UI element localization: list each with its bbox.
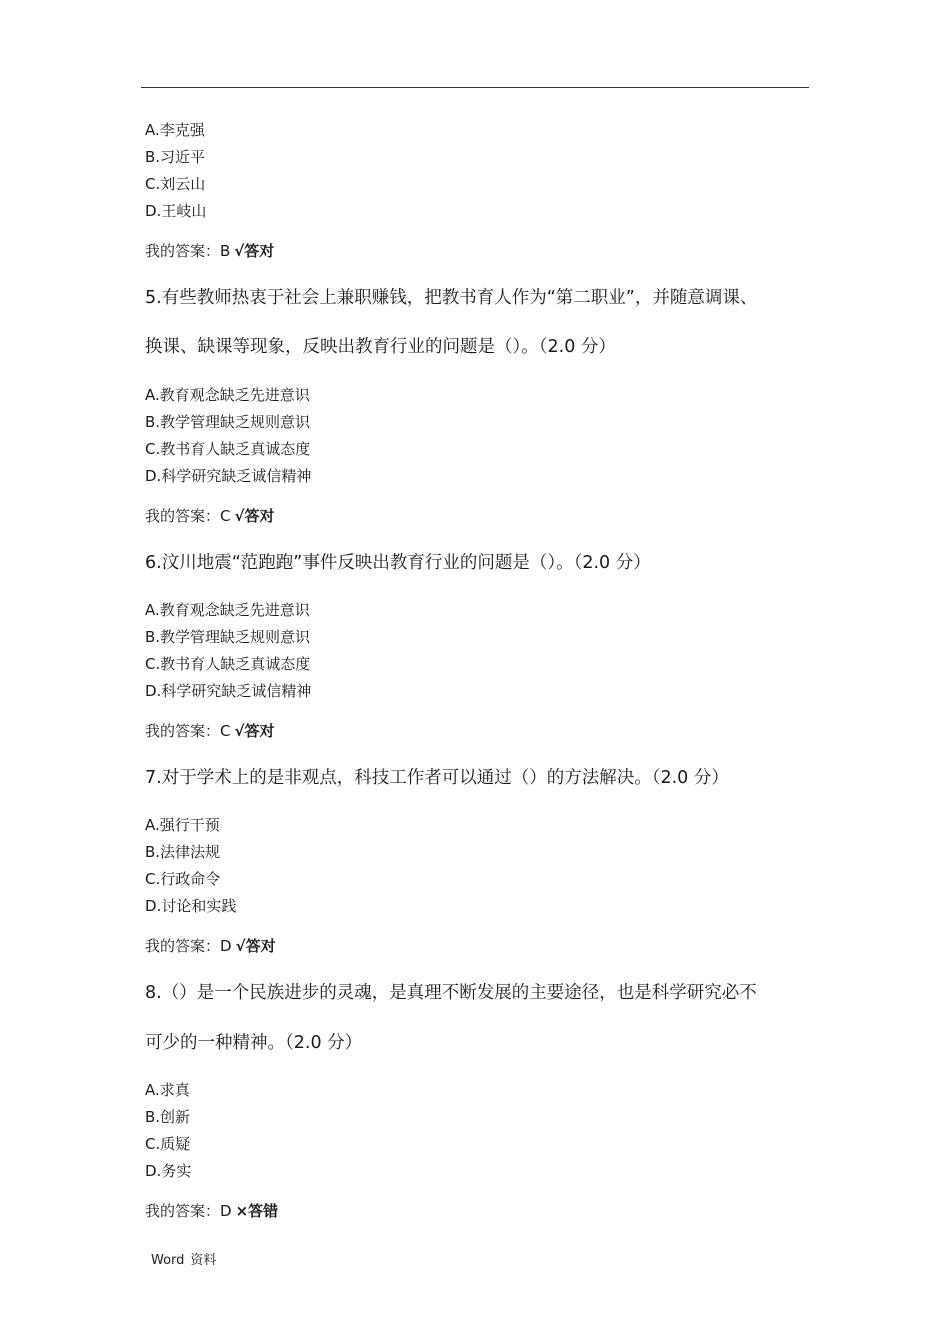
q6-answer: [145, 721, 275, 741]
q6-option-d: D.科学研究缺乏诚信精神: [145, 682, 312, 700]
q8-option-b: B.创新: [145, 1108, 191, 1126]
q6-result: √答对: [234, 722, 275, 740]
q5-option-b: B.教学管理缺乏规则意识: [145, 413, 311, 431]
q6-option-a: A.教育观念缺乏先进意识: [145, 601, 310, 619]
q4-result: √答对: [234, 242, 275, 260]
q8-question-line1: 8.（）是一个民族进步的灵魂，是真理不断发展的主要途径，也是科学研究必不: [145, 983, 757, 1003]
q5-option-a: A.教育观念缺乏先进意识: [145, 386, 310, 404]
q8-answer: [145, 1201, 278, 1221]
q8-option-c: C.质疑: [145, 1135, 191, 1153]
q8-result: ×答错: [235, 1202, 279, 1220]
q4-option-b: B.习近平: [145, 148, 206, 166]
q7-answer-text: 我的答案：D: [145, 937, 232, 955]
q5-answer: [145, 506, 275, 526]
q7-option-c: C.行政命令: [145, 870, 221, 888]
q5-question-line1: 5.有些教师热衷于社会上兼职赚钱，把教书育人作为“第二职业”，并随意调课、: [145, 288, 758, 308]
q7-result: √答对: [235, 937, 276, 955]
footer-label: 资料: [190, 1253, 217, 1268]
q8-answer-text: 我的答案：D: [145, 1202, 232, 1220]
q7-option-a: A.强行干预: [145, 816, 220, 834]
page-footer: [151, 1249, 216, 1268]
q7-answer: [145, 936, 276, 956]
q8-question-line2: 可少的一种精神。（2.0 分）: [145, 1033, 363, 1053]
q7-option-d: D.讨论和实践: [145, 897, 237, 915]
q5-option-d: D.科学研究缺乏诚信精神: [145, 467, 312, 485]
q8-option-d: D.务实: [145, 1162, 192, 1180]
q7-question-line1: 7.对于学术上的是非观点，科技工作者可以通过（）的方法解决。（2.0 分）: [145, 768, 729, 788]
q5-result: √答对: [234, 507, 275, 525]
q5-option-c: C.教书育人缺乏真诚态度: [145, 440, 311, 458]
q6-answer-text: 我的答案：C: [145, 722, 231, 740]
q6-question-line1: 6.汶川地震“范跑跑”事件反映出教育行业的问题是（）。（2.0 分）: [145, 553, 651, 573]
q6-option-c: C.教书育人缺乏真诚态度: [145, 655, 311, 673]
q4-option-c: C.刘云山: [145, 175, 206, 193]
q4-option-d: D.王岐山: [145, 202, 207, 220]
q4-option-a: A.李克强: [145, 121, 205, 139]
q8-option-a: A.求真: [145, 1081, 190, 1099]
q4-answer: [145, 241, 274, 261]
q5-answer-text: 我的答案：C: [145, 507, 231, 525]
q7-option-b: B.法律法规: [145, 843, 221, 861]
q5-question-line2: 换课、缺课等现象，反映出教育行业的问题是（）。（2.0 分）: [145, 337, 616, 357]
q4-answer-text: 我的答案：B: [145, 242, 231, 260]
q6-option-b: B.教学管理缺乏规则意识: [145, 628, 311, 646]
header-rule: [141, 87, 809, 88]
footer-word: Word: [151, 1253, 185, 1268]
